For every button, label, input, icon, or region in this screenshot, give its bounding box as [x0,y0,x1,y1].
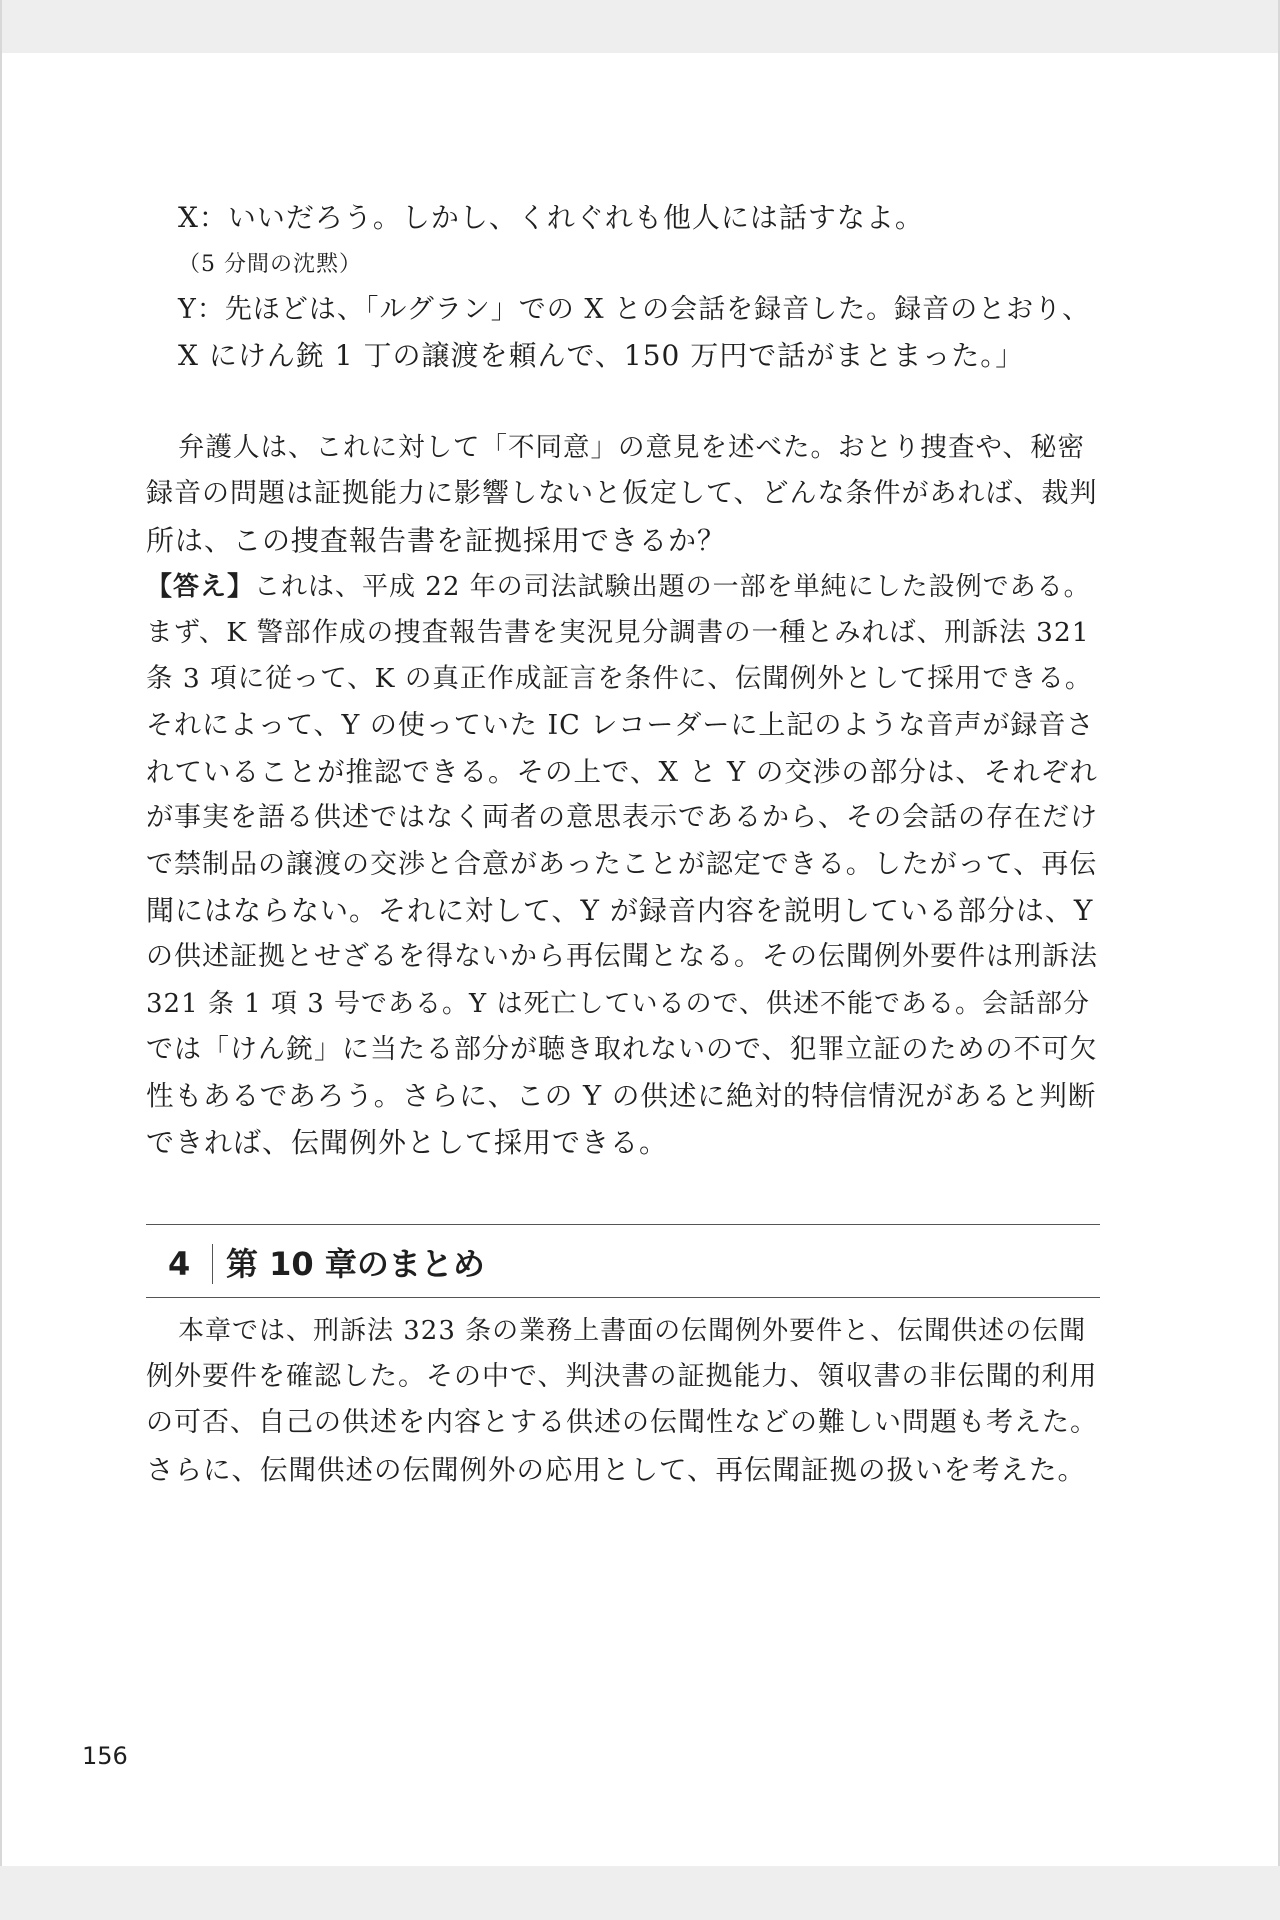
answer-line: まず、K 警部作成の捜査報告書を実況見分調書の一種とみれば、刑訴法 321 [146,617,1090,648]
section-number: 4 [168,1245,191,1283]
answer-line: れていることが推認できる。その上で、X と Y の交渉の部分は、それぞれ [146,756,1098,788]
dialogue-line: X：いいだろう。しかし、くれぐれも他人には話すなよ。 [178,201,924,234]
answer-line: 条 3 項に従って、K の真正作成証言を条件に、伝聞例外として採用できる。 [146,663,1093,694]
answer-first-line-text: これは、平成 22 年の司法試験出題の一部を単純にした設例である。 [254,572,1091,602]
summary-line: さらに、伝聞供述の伝聞例外の応用として、再伝聞証拠の扱いを考えた。 [146,1454,1086,1486]
answer-line: 性もあるであろう。さらに、この Y の供述に絶対的特信情況があると判断 [146,1080,1097,1112]
summary-line: 本章では、刑訴法 323 条の業務上書面の伝聞例外要件と、伝聞供述の伝聞 [178,1316,1087,1346]
dialogue-line: Y：先ほどは、「ルグラン」での X との会話を録音した。録音のとおり、 [178,294,1091,325]
answer-line: で禁制品の譲渡の交渉と合意があったことが認定できる。したがって、再伝 [146,849,1098,880]
answer-line: の供述証拠とせざるを得ないから再伝聞となる。その伝聞例外要件は刑訴法 [146,941,1098,972]
dialogue-line: X にけん銃 1 丁の譲渡を頼んで、150 万円で話がまとまった。」 [178,339,1025,372]
page-left-edge [0,0,2,1920]
answer-label: 【答え】 [146,572,255,602]
answer-line: できれば、伝聞例外として採用できる。 [146,1126,669,1159]
section-separator [212,1244,213,1284]
answer-line: 321 条 1 項 3 号である。Y は死亡しているので、供述不能である。会話部分 [146,989,1090,1019]
summary-line: 例外要件を確認した。その中で、判決書の証拠能力、領収書の非伝聞的利用 [146,1361,1098,1392]
question-line: 録音の問題は証拠能力に影響しないと仮定して、どんな条件があれば、裁判 [146,478,1098,509]
answer-line: が事実を語る供述ではなく両者の意思表示であるから、その会話の存在だけ [146,802,1098,833]
answer-line: では「けん銃」に当たる部分が聴き取れないので、犯罪立証のための不可欠 [146,1034,1098,1065]
dialogue-line: （5 分間の沈黙） [178,252,362,277]
question-line: 弁護人は、これに対して「不同意」の意見を述べた。おとり捜査や、秘密 [178,432,1085,463]
page-number: 156 [82,1742,128,1770]
section-title: 第 10 章のまとめ [226,1245,485,1283]
summary-line: の可否、自己の供述を内容とする供述の伝聞性などの難しい問題も考えた。 [146,1407,1098,1438]
question-line: 所は、この捜査報告書を証拠採用できるか？ [146,524,727,557]
answer-line: 聞にはならない。それに対して、Y が録音内容を説明している部分は、Y [146,894,1094,927]
bottom-margin-bar [0,1866,1280,1920]
top-margin-bar [0,0,1280,53]
answer-first-line [146,564,1100,610]
section-bottom-rule [146,1297,1100,1298]
section-top-rule [146,1224,1100,1225]
answer-line: それによって、Y の使っていた IC レコーダーに上記のような音声が録音さ [146,710,1095,741]
section-header [146,1236,1100,1292]
